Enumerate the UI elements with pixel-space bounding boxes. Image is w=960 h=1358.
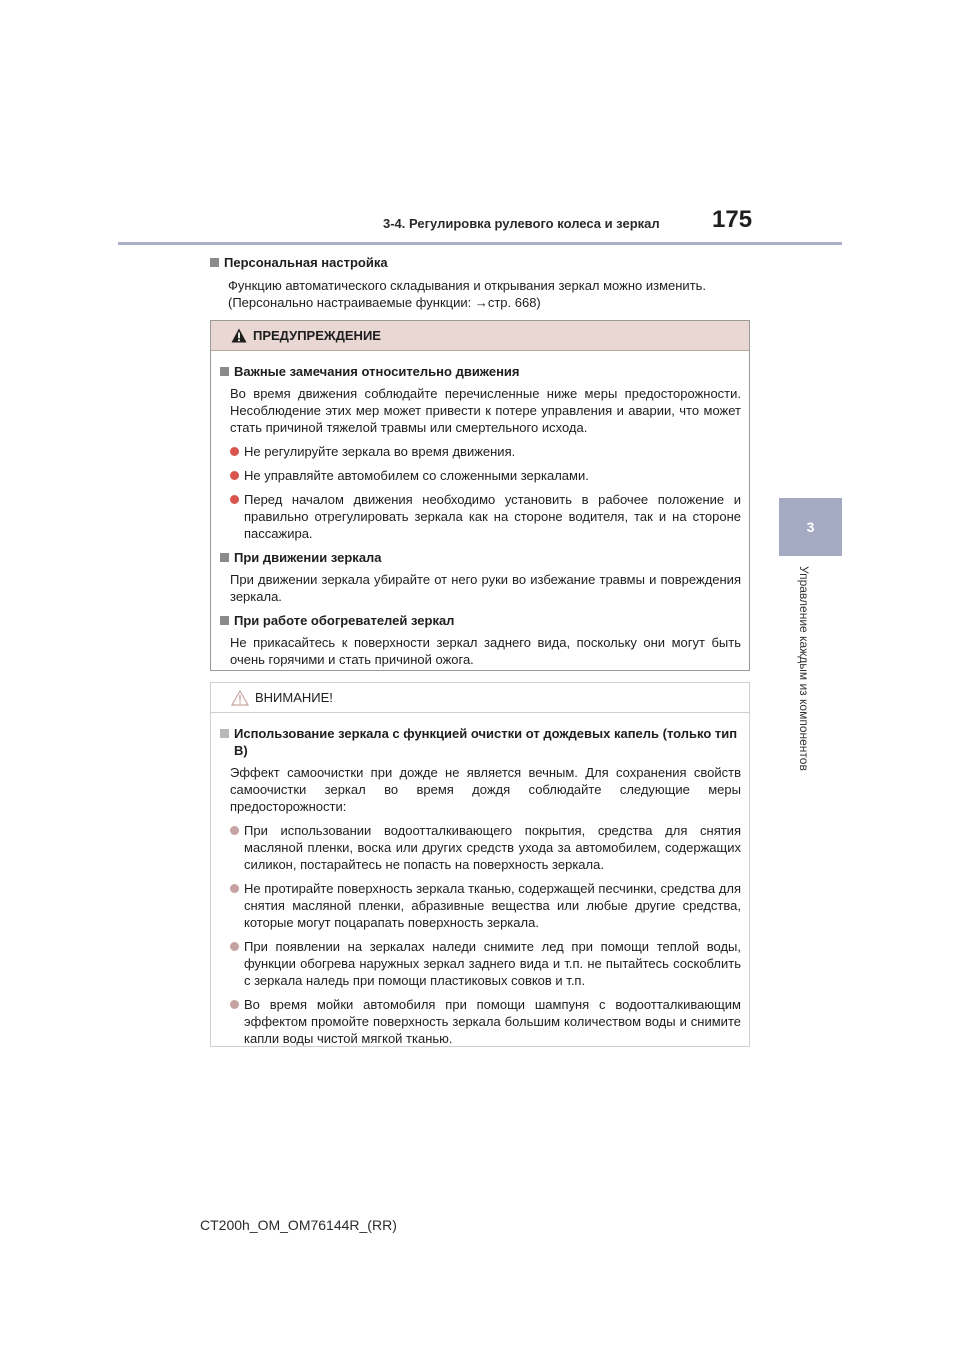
caution-section-heading-text: Использование зеркала с функцией очистки от дождевых капель (только тип B)	[234, 726, 738, 758]
section-header-title: 3-4. Регулировка рулевого колеса и зеркал	[383, 216, 660, 231]
intro-heading	[210, 255, 755, 270]
warning-box	[210, 320, 750, 671]
caution-bullet	[220, 938, 741, 989]
caution-bullet	[220, 822, 741, 873]
chapter-number: 3	[806, 519, 815, 535]
intro-body: Функцию автоматического складывания и открывания зеркал можно изменить. (Персонально настраиваемые функции: →стр. 668)	[228, 278, 707, 310]
warning-section-body: Во время движения соблюдайте перечисленные ниже меры предосторожности. Несоблюдение этих мер может привести к потере управления и аварии, что может стать причиной тяжелой травмы или смертельного исхода.	[230, 386, 741, 435]
caution-box	[210, 682, 750, 1047]
warning-bullet	[220, 443, 741, 460]
warning-section-heading	[220, 612, 741, 629]
warning-section-heading	[220, 549, 741, 566]
document-code: CT200h_OM_OM76144R_(RR)	[200, 1217, 397, 1233]
warning-section-body: При движении зеркала убирайте от него руки во избежание травмы и повреждения зеркала.	[230, 572, 741, 604]
caution-content	[211, 713, 749, 1047]
caution-section-body: Эффект самоочистки при дожде не является вечным. Для сохранения свойств самоочистки зеркал во время дождя соблюдайте следующие меры предосторожности:	[230, 765, 741, 814]
warning-section-heading-text: При движении зеркала	[234, 550, 382, 565]
square-bullet-icon	[220, 367, 229, 376]
bullet-text: Перед началом движения необходимо установить в рабочее положение и правильно отрегулировать зеркала как на стороне водителя, так и на стороне пассажира.	[244, 492, 741, 541]
warning-triangle-icon	[231, 328, 247, 343]
bullet-text: Не протирайте поверхность зеркала тканью, содержащей песчинки, средства для снятия масляной пленки, абразивные вещества или любые другие средства, которые могут поцарапать поверхность зеркала.	[244, 881, 741, 930]
warning-title: ПРЕДУПРЕЖДЕНИЕ	[253, 328, 381, 343]
bullet-text: Во время мойки автомобиля при помощи шампуня с водоотталкивающим эффектом промойте поверхность зеркала большим количеством воды и снимите капли воды чистой мягкой тканью.	[244, 997, 741, 1046]
warning-section-heading-text: При работе обогревателей зеркал	[234, 613, 455, 628]
warning-content	[211, 351, 749, 668]
square-bullet-icon	[220, 616, 229, 625]
caution-bullet	[220, 996, 741, 1047]
bullet-text: При появлении на зеркалах наледи снимите лед при помощи теплой воды, функции обогрева наружных зеркал заднего вида и т.п. не пытайтесь соскоблить с зеркала наледь при помощи пластиковых совков и т.п.	[244, 939, 741, 988]
warning-bullet	[220, 491, 741, 542]
bullet-dot-icon	[230, 471, 239, 480]
warning-bullet	[220, 467, 741, 484]
header-divider	[118, 242, 842, 245]
bullet-dot-icon	[230, 1000, 239, 1009]
warning-section-body: Не прикасайтесь к поверхности зеркал заднего вида, поскольку они могут быть очень горячими и стать причиной ожога.	[230, 635, 741, 667]
caution-triangle-icon	[231, 690, 249, 706]
intro-section	[210, 255, 755, 311]
intro-heading-text: Персональная настройка	[224, 255, 388, 270]
warning-section-heading-text: Важные замечания относительно движения	[234, 364, 520, 379]
page-number: 175	[712, 206, 753, 233]
warning-header	[211, 321, 749, 351]
bullet-text: Не регулируйте зеркала во время движения.	[244, 444, 516, 459]
caution-bullet	[220, 880, 741, 931]
bullet-text: При использовании водоотталкивающего покрытия, средства для снятия масляной пленки, воска или других средств ухода за автомобилем, содержащих силикон, постарайтесь не попасть на поверхность зеркала.	[244, 823, 741, 872]
chapter-tab[interactable]	[779, 498, 842, 556]
bullet-dot-icon	[230, 942, 239, 951]
caution-title: ВНИМАНИЕ!	[255, 690, 333, 705]
bullet-dot-icon	[230, 826, 239, 835]
bullet-dot-icon	[230, 447, 239, 456]
bullet-dot-icon	[230, 884, 239, 893]
warning-section-heading	[220, 363, 741, 380]
chapter-title: Управление каждым из компонентов	[797, 566, 811, 771]
square-bullet-icon	[210, 258, 219, 267]
square-bullet-icon	[220, 553, 229, 562]
bullet-text: Не управляйте автомобилем со сложенными зеркалами.	[244, 468, 589, 483]
caution-header	[211, 683, 749, 713]
square-bullet-icon	[220, 729, 229, 738]
bullet-dot-icon	[230, 495, 239, 504]
caution-section-heading	[220, 725, 741, 759]
